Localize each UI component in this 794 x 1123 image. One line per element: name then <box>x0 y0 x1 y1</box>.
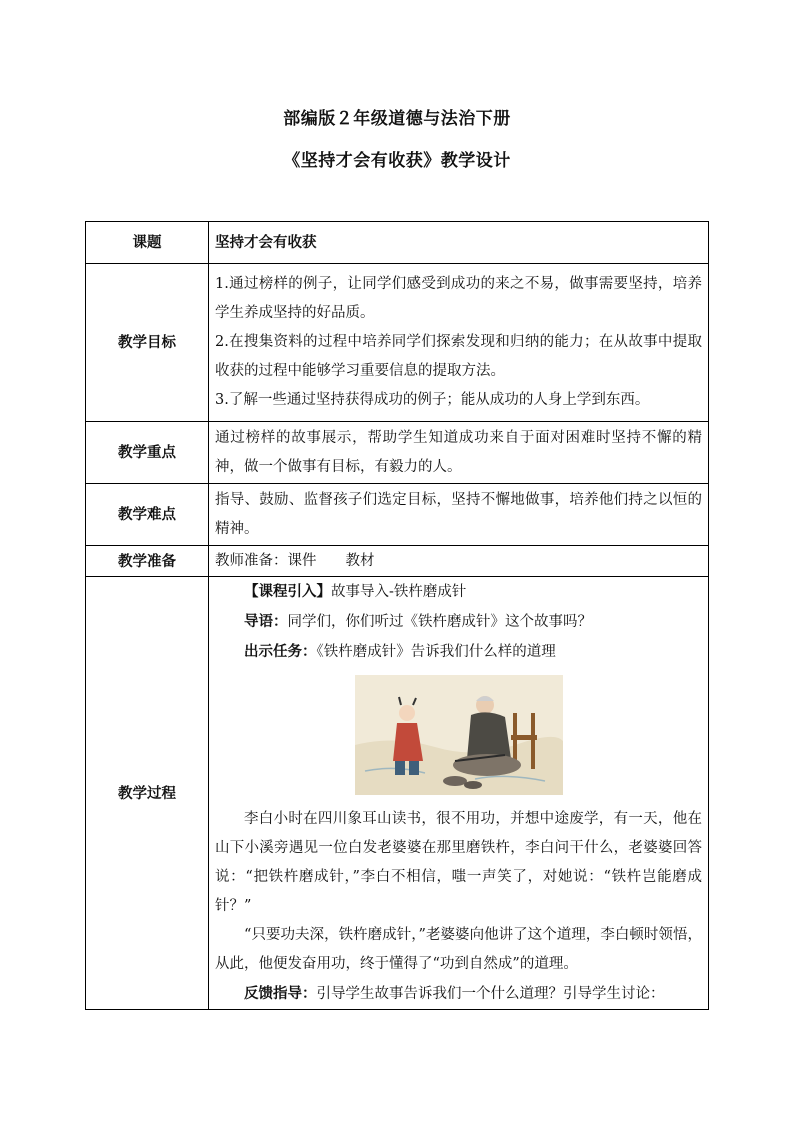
table-row <box>86 222 709 264</box>
row-label-difficulties: 教学难点 <box>86 484 209 546</box>
story-paragraph: “只要功夫深，铁杵磨成针，”老婆婆向他讲了这个道理，李白顿时领悟，从此，他便发奋用功，终于懂得了“功到自然成”的道理。 <box>215 927 702 972</box>
intro-text: 故事导入-铁杵磨成针 <box>331 584 467 600</box>
guide-text: 同学们，你们听过《铁杵磨成针》这个故事吗？ <box>287 614 592 630</box>
document-title: 部编版２年级道德与法治下册 <box>283 109 511 129</box>
feedback-heading: 反馈指导： <box>244 985 317 1002</box>
guide-line <box>215 607 702 637</box>
intro-heading: 【课程引入】 <box>244 583 331 600</box>
guide-heading: 导语： <box>244 613 288 630</box>
objective-item: 3.了解一些通过坚持获得成功的例子；能从成功的人身上学到东西。 <box>215 392 650 408</box>
task-heading: 出示任务： <box>244 643 317 660</box>
objectives-cell <box>209 264 709 422</box>
difficulties-value: 指导、鼓励、监督孩子们选定目标，坚持不懈地做事，培养他们持之以恒的精神。 <box>209 484 709 546</box>
objective-item: 2.在搜集资料的过程中培养同学们探索发现和归纳的能力；在从故事中提取收获的过程中能够学习重要信息的提取方法。 <box>215 334 702 379</box>
preparation-value: 教师准备：课件 教材 <box>209 546 709 577</box>
table-row <box>86 264 709 422</box>
intro-line <box>215 577 702 607</box>
task-text: 《铁杵磨成针》告诉我们什么样的道理 <box>316 644 556 660</box>
feedback-text: 引导学生故事告诉我们一个什么道理？引导学生讨论： <box>316 986 665 1002</box>
story-paragraph: 李白小时在四川象耳山读书，很不用功，并想中途废学，有一天，他在山下小溪旁遇见一位白发老婆婆在那里磨铁杵，李白问干什么，老婆婆回答说：“把铁杵磨成针，”李白不相信，嗤一声笑了，对她说：“铁杵岂能磨成针？” <box>215 811 702 914</box>
task-line <box>215 637 702 667</box>
table-row <box>86 577 709 1010</box>
table-row <box>86 422 709 484</box>
lesson-plan-table <box>85 221 709 1010</box>
feedback-line <box>215 979 702 1009</box>
row-label-process: 教学过程 <box>86 577 209 1010</box>
row-label-key-points: 教学重点 <box>86 422 209 484</box>
row-label-topic: 课题 <box>86 222 209 264</box>
topic-value: 坚持才会有收获 <box>209 222 709 264</box>
document-subtitle: 《坚持才会有收获》教学设计 <box>283 151 511 171</box>
table-row <box>86 546 709 577</box>
objective-item: 1.通过榜样的例子，让同学们感受到成功的来之不易，做事需要坚持，培养学生养成坚持的好品质。 <box>215 276 702 321</box>
story-illustration <box>355 675 563 795</box>
illustration-wrapper <box>215 667 702 805</box>
row-label-preparation: 教学准备 <box>86 546 209 577</box>
key-points-value: 通过榜样的故事展示，帮助学生知道成功来自于面对困难时坚持不懈的精神，做一个做事有目标，有毅力的人。 <box>209 422 709 484</box>
process-cell <box>209 577 709 1010</box>
row-label-objectives: 教学目标 <box>86 264 209 422</box>
table-row <box>86 484 709 546</box>
